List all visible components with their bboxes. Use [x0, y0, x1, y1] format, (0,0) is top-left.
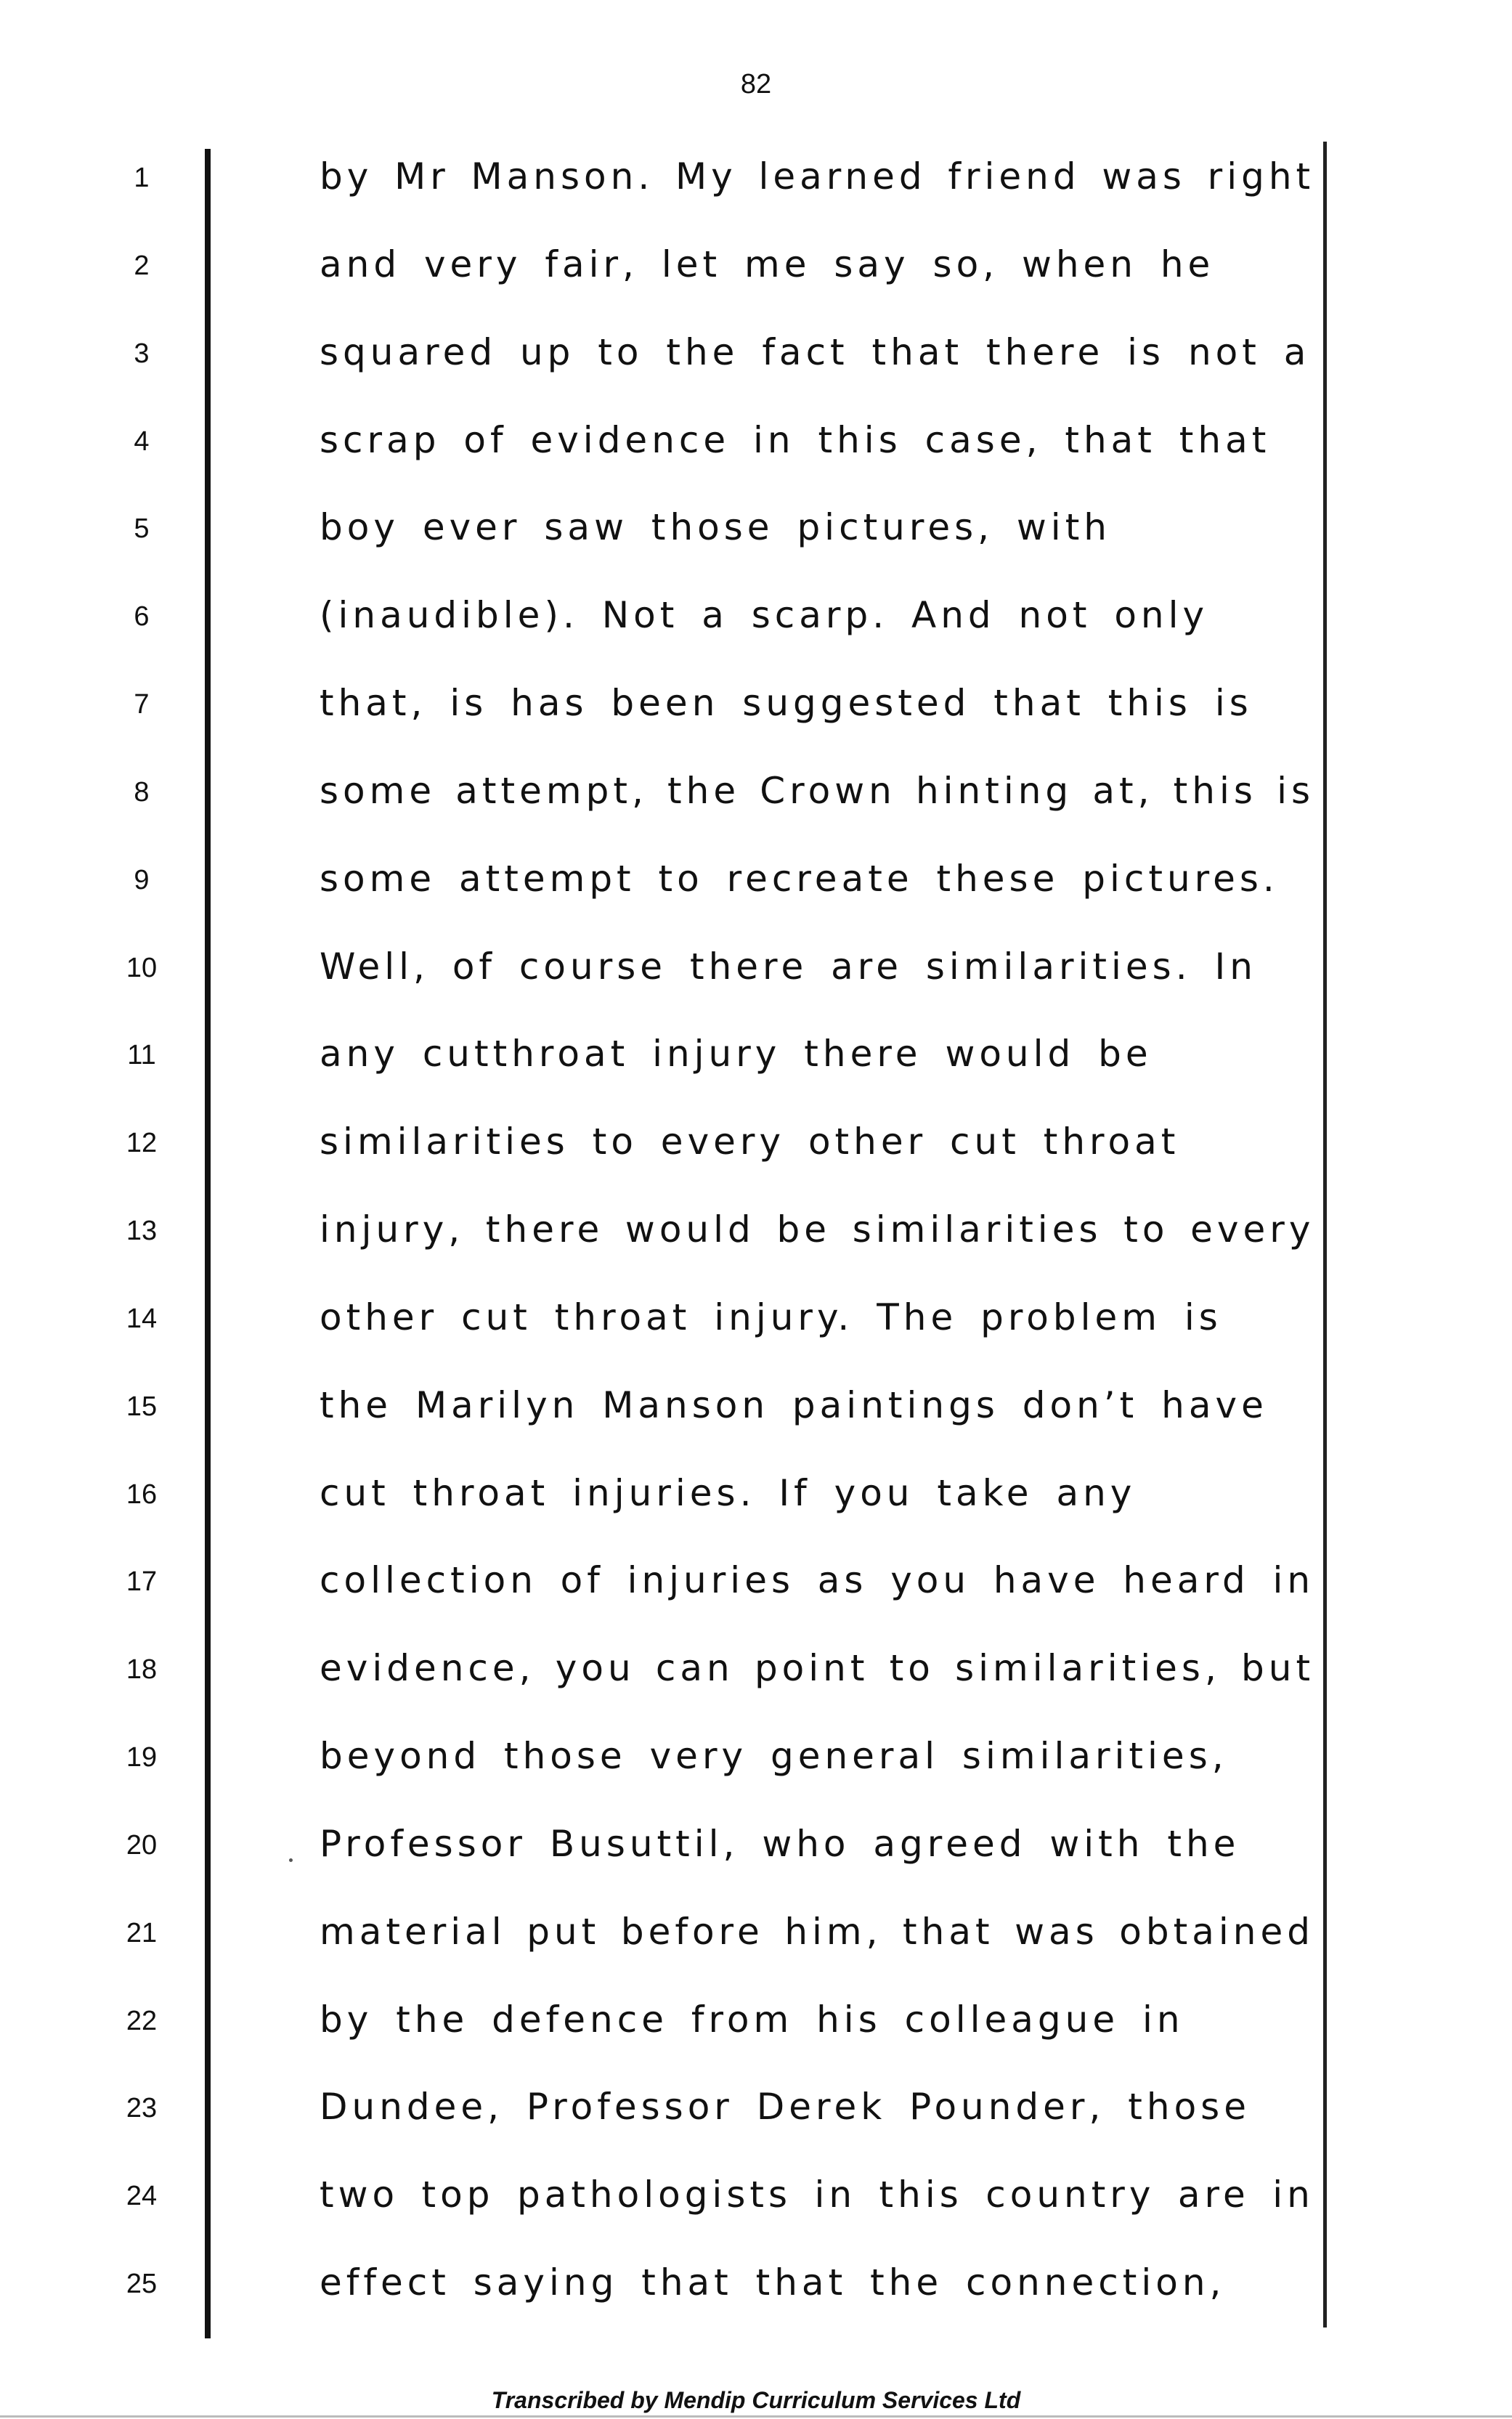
transcript-line: that, is has been suggested that this is — [320, 682, 1253, 724]
transcript-line: material put before him, that was obtained — [320, 1911, 1314, 1953]
line-number: 3 — [134, 338, 150, 369]
line-number: 14 — [126, 1304, 158, 1334]
line-number: 24 — [126, 2181, 158, 2211]
line-number: 1 — [134, 163, 150, 193]
transcript-line: some attempt to recreate these pictures. — [320, 858, 1279, 900]
transcript-line: injury, there would be similarities to every — [320, 1208, 1315, 1251]
transcript-line: by Mr Manson. My learned friend was right — [320, 155, 1315, 198]
footer-credit: Transcribed by Mendip Curriculum Services Ltd — [491, 2387, 1021, 2413]
transcript-line: Well, of course there are similarities. In — [320, 946, 1257, 988]
line-number: 20 — [126, 1830, 158, 1861]
transcript-line: Dundee, Professor Derek Pounder, those — [320, 2086, 1251, 2128]
line-number: 18 — [126, 1654, 158, 1685]
line-number: 21 — [126, 1918, 158, 1948]
transcript-line: by the defence from his colleague in — [320, 1999, 1184, 2041]
transcript-line: the Marilyn Manson paintings don’t have — [320, 1384, 1268, 1426]
transcript-line: beyond those very general similarities, — [320, 1735, 1228, 1777]
line-number: 6 — [134, 601, 150, 632]
line-number: 25 — [126, 2269, 158, 2299]
transcript-line: effect saying that that the connection, — [320, 2261, 1226, 2304]
stray-mark — [289, 1858, 293, 1862]
transcript-line: any cutthroat injury there would be — [320, 1033, 1153, 1075]
line-number: 9 — [134, 865, 150, 895]
line-number: 10 — [126, 953, 158, 983]
right-margin-rule — [1323, 142, 1327, 2327]
transcript-line: evidence, you can point to similarities, but — [320, 1647, 1315, 1689]
transcript-line: scrap of evidence in this case, that that — [320, 419, 1271, 461]
line-number: 15 — [126, 1391, 158, 1422]
line-number: 7 — [134, 689, 150, 720]
line-number: 2 — [134, 251, 150, 281]
footer-rule — [0, 2415, 1512, 2418]
transcript-line: similarities to every other cut throat — [320, 1121, 1180, 1163]
transcript-line: cut throat injuries. If you take any — [320, 1472, 1137, 1514]
line-number: 23 — [126, 2093, 158, 2123]
line-number: 16 — [126, 1479, 158, 1510]
transcript-line: boy ever saw those pictures, with — [320, 506, 1111, 548]
line-number: 8 — [134, 777, 150, 808]
line-number: 22 — [126, 2006, 158, 2036]
page-number: 82 — [740, 69, 772, 99]
transcript-line: other cut throat injury. The problem is — [320, 1296, 1222, 1338]
line-number: 4 — [134, 426, 150, 457]
transcript-line: Professor Busuttil, who agreed with the — [320, 1823, 1240, 1865]
transcript-line: and very fair, let me say so, when he — [320, 243, 1215, 285]
line-number: 5 — [134, 513, 150, 544]
transcript-line: squared up to the fact that there is not a — [320, 331, 1311, 373]
transcript-line: collection of injuries as you have heard in — [320, 1559, 1315, 1601]
line-number: 17 — [126, 1566, 158, 1597]
left-margin-rule — [205, 149, 211, 2338]
transcript-line: (inaudible). Not a scarp. And not only — [320, 594, 1209, 636]
line-number: 12 — [126, 1128, 158, 1158]
transcript-line: some attempt, the Crown hinting at, this is — [320, 770, 1315, 812]
line-number: 11 — [127, 1040, 156, 1070]
line-number: 19 — [126, 1742, 158, 1773]
line-number: 13 — [126, 1216, 158, 1246]
transcript-line: two top pathologists in this country are in — [320, 2174, 1314, 2216]
